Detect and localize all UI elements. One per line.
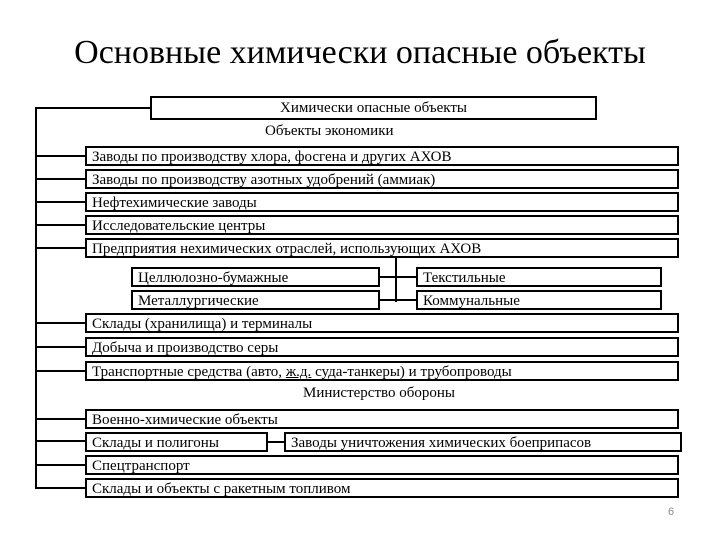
- slide-title: Основные химически опасные объекты: [74, 34, 646, 71]
- branch-11: [35, 464, 85, 466]
- transport-text-after: суда-танкеры) и трубопроводы: [311, 364, 512, 380]
- economy-item-chlorine: Заводы по производству хлора, фосгена и других АХОВ: [85, 146, 679, 166]
- branch-3: [35, 201, 85, 203]
- branch-2: [35, 178, 85, 180]
- root-connector: [35, 107, 150, 109]
- main-trunk: [35, 107, 37, 488]
- defense-item-destruction-plants: Заводы уничтожения химических боеприпасов: [284, 432, 682, 452]
- sub-connector-v: [395, 256, 397, 302]
- defense-header: Министерство обороны: [303, 385, 455, 401]
- root-node: Химически опасные объекты: [150, 96, 597, 120]
- branch-6: [35, 322, 85, 324]
- defense-connector: [268, 441, 284, 443]
- page-number: 6: [668, 506, 675, 518]
- sub-item-textile: Текстильные: [416, 267, 662, 287]
- defense-item-special-transport: Спецтранспорт: [85, 455, 679, 475]
- economy-item-warehouses: Склады (хранилища) и терминалы: [85, 313, 679, 333]
- economy-item-research: Исследовательские центры: [85, 215, 679, 235]
- branch-5: [35, 247, 85, 249]
- economy-item-nitrogen: Заводы по производству азотных удобрений (аммиак): [85, 169, 679, 189]
- sub-item-communal: Коммунальные: [416, 290, 662, 310]
- branch-9: [35, 418, 85, 420]
- economy-item-sulfur: Добыча и производство серы: [85, 337, 679, 357]
- transport-text-rail: ж.д.: [285, 364, 312, 380]
- branch-4: [35, 224, 85, 226]
- defense-item-depots: Склады и полигоны: [85, 432, 268, 452]
- economy-item-nonchem: Предприятия нехимических отраслей, использующих АХОВ: [85, 238, 679, 258]
- economy-header: Объекты экономики: [265, 123, 394, 139]
- sub-item-pulp-paper: Целлюлозно-бумажные: [131, 267, 380, 287]
- branch-12: [35, 487, 85, 489]
- economy-item-petrochem: Нефтехимические заводы: [85, 192, 679, 212]
- branch-7: [35, 346, 85, 348]
- economy-item-transport: [85, 361, 679, 381]
- sub-connector-right-2: [395, 299, 416, 301]
- branch-8: [35, 370, 85, 372]
- defense-item-rocket-fuel: Склады и объекты с ракетным топливом: [85, 478, 679, 498]
- sub-item-metallurgy: Металлургические: [131, 290, 380, 310]
- sub-connector-right-1: [395, 276, 416, 278]
- defense-item-military-chem: Военно-химические объекты: [85, 409, 679, 429]
- branch-10: [35, 440, 85, 442]
- transport-text-before: Транспортные средства (авто,: [92, 364, 286, 380]
- branch-1: [35, 155, 85, 157]
